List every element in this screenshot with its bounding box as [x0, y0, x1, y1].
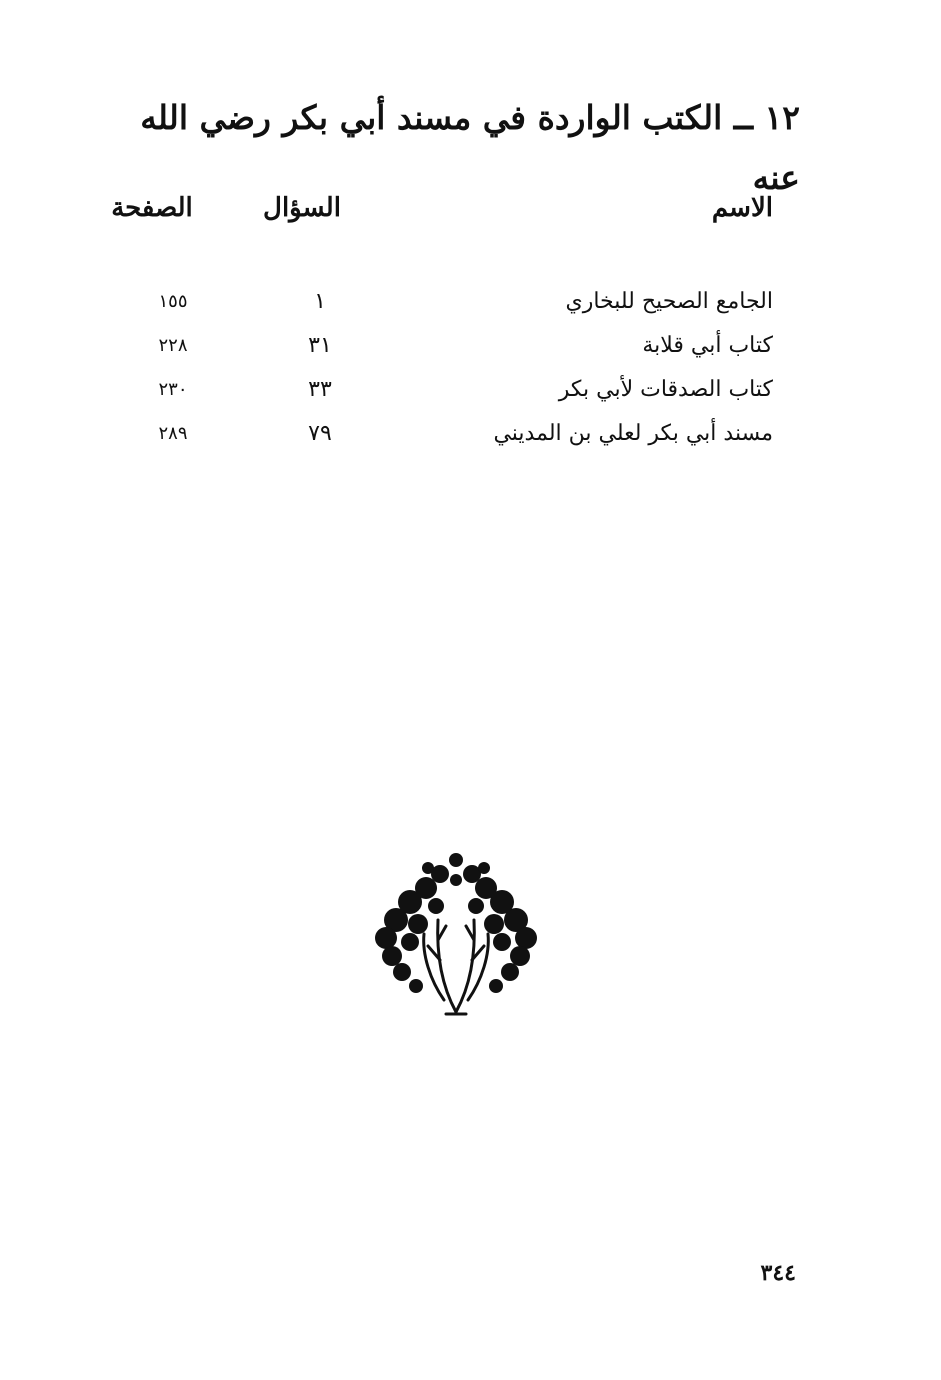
header-question: السؤال	[263, 193, 341, 223]
row-name: الجامع الصحيح للبخاري	[565, 289, 773, 314]
section-title: ١٢ ــ الكتب الواردة في مسند أبي بكر رضي الله عنه	[140, 98, 800, 197]
row-page: ٢٢٨	[158, 335, 188, 356]
books-table	[0, 284, 941, 460]
row-page: ٢٣٠	[158, 379, 188, 400]
table-row	[0, 284, 941, 328]
tree-ornament-icon	[366, 850, 546, 1020]
row-name: كتاب أبي قلابة	[642, 333, 773, 358]
row-name: كتاب الصدقات لأبي بكر	[558, 377, 773, 402]
row-question: ٣٣	[308, 377, 332, 402]
header-page: الصفحة	[111, 193, 193, 223]
row-question: ١	[314, 289, 326, 314]
page-number: ٣٤٤	[760, 1260, 796, 1286]
row-question: ٣١	[308, 333, 332, 358]
table-row	[0, 328, 941, 372]
row-question: ٧٩	[308, 421, 332, 446]
row-name: مسند أبي بكر لعلي بن المديني	[493, 421, 773, 446]
row-page: ٢٨٩	[158, 423, 188, 444]
header-name: الاسم	[711, 193, 773, 223]
table-row	[0, 372, 941, 416]
table-row	[0, 416, 941, 460]
row-page: ١٥٥	[158, 291, 188, 312]
